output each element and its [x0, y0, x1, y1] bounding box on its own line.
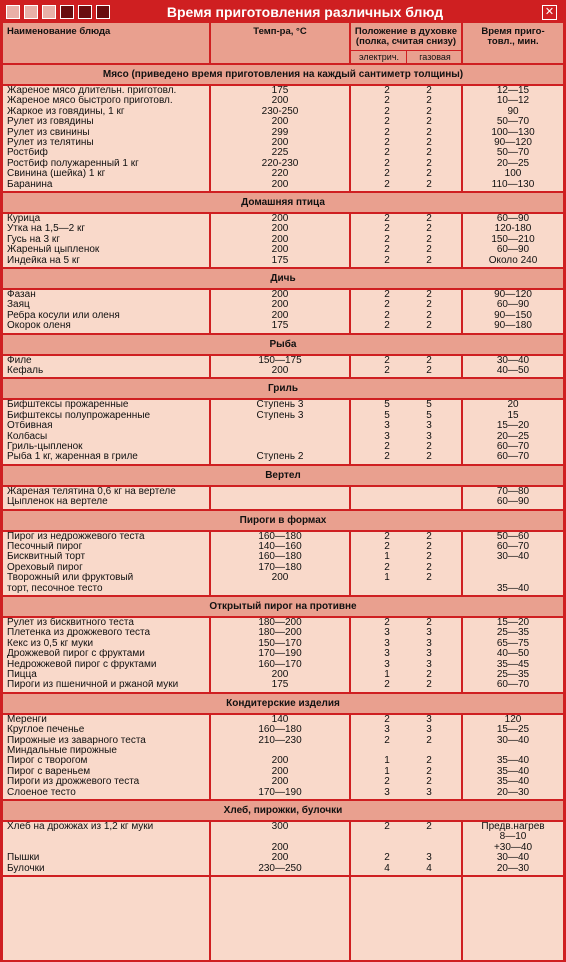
- dish-name: Жареное мясо длительн. приготовл.: [7, 86, 177, 96]
- shelf-electric: 2: [384, 679, 390, 691]
- shelf-gas: 2: [426, 116, 432, 128]
- dish-name: Жареная телятина 0,6 кг на вертеле: [7, 486, 176, 497]
- cooking-time: 35—40: [496, 765, 530, 777]
- temperature: 200: [271, 289, 289, 300]
- shelf-electric: 1: [384, 755, 390, 767]
- dish-name: Заяц: [7, 300, 30, 311]
- temperature: 200: [271, 178, 289, 190]
- shelf-gas: 3: [426, 724, 432, 736]
- shelf-electric: 2: [384, 233, 390, 245]
- dish-name: Пирожные из заварного теста: [7, 735, 146, 746]
- temperature: 200: [271, 365, 289, 376]
- section-header: Вертел: [3, 466, 563, 485]
- cooking-time: 20—30: [496, 862, 530, 874]
- light-square-icon: [42, 5, 56, 19]
- cooking-time: 15—20: [496, 420, 530, 432]
- shelf-electric: 2: [384, 116, 390, 128]
- cooking-time: 60—90: [496, 244, 530, 256]
- section-header: Кондитерские изделия: [3, 694, 563, 713]
- cooking-time: 120: [504, 713, 522, 725]
- temperature: 230-250: [261, 105, 299, 117]
- shelf-electric: 1: [384, 669, 390, 680]
- shelf-gas: 2: [426, 178, 432, 190]
- shelf-gas: 3: [426, 713, 432, 725]
- shelf-electric: 5: [384, 399, 390, 411]
- temperature: 160—170: [258, 658, 302, 670]
- shelf-gas: 2: [426, 561, 432, 573]
- shelf-electric: 2: [384, 561, 390, 573]
- shelf-electric: 2: [384, 244, 390, 256]
- temperature: 200: [271, 669, 289, 680]
- shelf-electric: 2: [384, 320, 390, 332]
- shelf-gas: 5: [426, 409, 432, 421]
- cooking-time: 50—70: [496, 147, 530, 159]
- dish-name: Пышки: [7, 853, 40, 864]
- close-icon[interactable]: ✕: [542, 5, 557, 20]
- shelf-electric: 2: [384, 85, 390, 96]
- shelf-gas: 2: [426, 168, 432, 180]
- dark-square-icon: [78, 5, 92, 19]
- shelf-gas: 2: [426, 821, 432, 832]
- shelf-electric: 3: [384, 786, 390, 798]
- dish-name: Жаркое из говядины, 1 кг: [7, 106, 125, 117]
- temperature: 160—180: [258, 724, 302, 736]
- dish-name: Бисквитный торт: [7, 552, 86, 563]
- cooking-time: 70—80: [496, 485, 530, 497]
- dish-name: Индейка на 5 кг: [7, 255, 80, 266]
- temperature: 180—200: [258, 617, 302, 628]
- temperature: 200: [271, 233, 289, 245]
- cooking-time: 60—90: [496, 496, 530, 508]
- temperature: 200: [271, 116, 289, 128]
- dish-name: Ребра косули или оленя: [7, 310, 120, 321]
- cooking-time-table: [3, 23, 563, 960]
- shelf-electric: 2: [384, 289, 390, 300]
- dish-name: Цыпленок на вертеле: [7, 497, 108, 508]
- shelf-electric: 2: [384, 105, 390, 117]
- shelf-gas: 2: [426, 541, 432, 552]
- header-time: [463, 23, 563, 63]
- shelf-electric: 2: [384, 451, 390, 463]
- shelf-electric: 2: [384, 309, 390, 321]
- shelf-electric: 2: [384, 254, 390, 266]
- cooking-time: 50—60: [496, 530, 530, 542]
- shelf-gas: 2: [426, 551, 432, 563]
- cooking-time: 20—25: [496, 157, 530, 169]
- section-header: Пироги в формах: [3, 511, 563, 530]
- shelf-electric: 2: [384, 213, 390, 224]
- cooking-time: 35—40: [496, 755, 530, 767]
- dish-name: Пироги из дрожжевого теста: [7, 777, 140, 788]
- temperature: 200: [271, 765, 289, 777]
- cooking-time: 12—15: [496, 85, 530, 96]
- temperature: 175: [271, 85, 289, 96]
- dish-name: Песочный пирог: [7, 542, 83, 552]
- shelf-gas: 2: [426, 617, 432, 628]
- shelf-gas: 2: [426, 765, 432, 777]
- header-time-line2: товл., мин.: [487, 36, 539, 47]
- cooking-time: 110—130: [491, 178, 535, 190]
- header-position-line2: (полка, считая снизу): [355, 36, 457, 47]
- shelf-gas: 4: [426, 862, 432, 874]
- temperature: 200: [271, 755, 289, 767]
- dish-name: Рыба 1 кг, жаренная в гриле: [7, 452, 138, 463]
- shelf-electric: 2: [384, 157, 390, 169]
- shelf-gas: 2: [426, 254, 432, 266]
- dish-name: Бифштексы полупрожаренные: [7, 410, 151, 421]
- temperature: 200: [271, 852, 289, 864]
- cooking-time: 15: [507, 409, 519, 421]
- temperature: Ступень 3: [256, 399, 304, 411]
- section-header: Хлеб, пирожки, булочки: [3, 801, 563, 820]
- cooking-time: 60—70: [496, 679, 530, 691]
- shelf-electric: 2: [384, 147, 390, 159]
- shelf-gas: 3: [426, 658, 432, 670]
- cooking-time: 60—90: [496, 299, 530, 311]
- header-name-label: Наименование блюда: [7, 26, 111, 37]
- cooking-time: 120-180: [494, 223, 532, 235]
- temperature: 170—180: [258, 561, 302, 573]
- dark-square-icon: [60, 5, 74, 19]
- dish-name: Ростбиф: [7, 148, 48, 159]
- dish-name: Курица: [7, 214, 41, 224]
- shelf-gas: 3: [426, 786, 432, 798]
- temperature: 200: [271, 776, 289, 788]
- dish-name: Творожный или фруктовый торт, песочное тесто: [7, 573, 134, 594]
- dish-name: Колбасы: [7, 431, 48, 442]
- dish-name: Слоеное тесто: [7, 787, 76, 798]
- header-gas: газовая: [419, 52, 451, 62]
- dish-name: Пирог с вареньем: [7, 766, 91, 777]
- light-square-icon: [6, 5, 20, 19]
- shelf-electric: 2: [384, 95, 390, 107]
- temperature: 140—160: [258, 541, 302, 552]
- dish-name: Ростбиф полужаренный 1 кг: [7, 158, 139, 169]
- shelf-gas: 2: [426, 157, 432, 169]
- shelf-electric: 2: [384, 541, 390, 552]
- shelf-gas: 3: [426, 852, 432, 864]
- dish-name: Жареное мясо быстрого приготовл.: [7, 96, 173, 107]
- dish-name: Пицца: [7, 670, 37, 680]
- dish-name: Кекс из 0,5 кг муки: [7, 638, 94, 649]
- cooking-time: 35—45: [496, 658, 530, 670]
- header-time-line1: Время приго-: [481, 26, 545, 37]
- cooking-time: 30—40: [496, 852, 530, 864]
- cooking-time: 15—25: [496, 724, 530, 736]
- cooking-time: 60—70: [496, 541, 530, 552]
- cooking-time: 20: [507, 399, 519, 411]
- header-temp-label: Темп-ра, °С: [253, 26, 307, 37]
- dish-name: Окорок оленя: [7, 321, 71, 332]
- shelf-gas: 2: [426, 95, 432, 107]
- shelf-electric: 2: [384, 821, 390, 832]
- dish-name: Плетенка из дрожжевого теста: [7, 628, 151, 639]
- temperature: 225: [271, 147, 289, 159]
- header-name: [3, 23, 209, 63]
- shelf-gas: 2: [426, 147, 432, 159]
- shelf-electric: 2: [384, 126, 390, 138]
- dish-name: Круглое печенье: [7, 725, 85, 736]
- temperature: 175: [271, 320, 289, 332]
- shelf-gas: 2: [426, 233, 432, 245]
- cooking-time: 90—180: [494, 320, 532, 332]
- shelf-electric: 2: [384, 223, 390, 235]
- shelf-gas: 2: [426, 299, 432, 311]
- shelf-gas: 2: [426, 244, 432, 256]
- shelf-electric: 3: [384, 627, 390, 639]
- section-header: Рыба: [3, 335, 563, 354]
- dish-name: Фазан: [7, 290, 36, 300]
- cooking-time: 150—210: [491, 233, 535, 245]
- temperature: 200: [271, 223, 289, 235]
- temperature: 140: [271, 713, 289, 725]
- cooking-time: 60—90: [496, 213, 530, 224]
- shelf-gas: 2: [426, 679, 432, 691]
- shelf-electric: 3: [384, 648, 390, 660]
- section-header: Открытый пирог на противне: [3, 597, 563, 616]
- shelf-electric: 3: [384, 637, 390, 649]
- temperature: 299: [271, 126, 289, 138]
- shelf-gas: 2: [426, 213, 432, 224]
- dish-name: Рулет из бисквитного теста: [7, 618, 134, 628]
- shelf-gas: 3: [426, 648, 432, 660]
- shelf-gas: 2: [426, 289, 432, 300]
- shelf-electric: 2: [384, 617, 390, 628]
- cooking-time: 60—70: [496, 451, 530, 463]
- shelf-gas: 2: [426, 451, 432, 463]
- cooking-time: 90: [507, 105, 519, 117]
- temperature: 200: [271, 95, 289, 107]
- temperature: 150—175: [258, 354, 302, 366]
- cooking-time: 90—150: [494, 309, 532, 321]
- shelf-gas: 3: [426, 627, 432, 639]
- shelf-electric: 3: [384, 724, 390, 736]
- temperature: 200: [271, 213, 289, 224]
- dish-name: Кефаль: [7, 366, 44, 376]
- temperature: 300 200: [271, 821, 289, 853]
- shelf-gas: 3: [426, 637, 432, 649]
- window-title: Время приготовления различных блюд: [166, 4, 444, 20]
- cooking-time: Предв.нагрев 8—10 +30—40: [481, 821, 545, 853]
- cooking-time: 40—50: [496, 648, 530, 660]
- cooking-time: 90—120: [494, 137, 532, 148]
- shelf-electric: 2: [384, 852, 390, 864]
- cooking-time: 100—130: [491, 126, 535, 138]
- cooking-time: 100: [504, 168, 522, 180]
- shelf-electric: 2: [384, 530, 390, 542]
- header-position: [351, 23, 461, 63]
- dish-name: Хлеб на дрожжах из 1,2 кг муки: [7, 822, 154, 832]
- dish-name: Гриль-цыпленок: [7, 442, 83, 452]
- cooking-time: 15—20: [496, 617, 530, 628]
- shelf-electric: 2: [384, 137, 390, 148]
- shelf-gas: 2: [426, 85, 432, 96]
- section-header: Домашняя птица: [3, 193, 563, 212]
- temperature: 175: [271, 254, 289, 266]
- temperature: 210—230: [258, 734, 302, 746]
- temperature: 200: [271, 572, 289, 584]
- temperature: 200: [271, 244, 289, 256]
- shelf-electric: 2: [384, 713, 390, 725]
- shelf-gas: 2: [426, 530, 432, 542]
- dish-name: Миндальные пирожные Пирог с творогом: [7, 746, 117, 767]
- cooking-time: 35—40: [496, 776, 530, 788]
- cooking-time: 25—35: [496, 627, 530, 639]
- shelf-gas: 2: [426, 365, 432, 376]
- temperature: Ступень 3: [256, 409, 304, 421]
- cooking-time: 30—40: [496, 551, 530, 563]
- shelf-gas: 2: [426, 572, 432, 584]
- cooking-time: Около 240: [488, 254, 538, 266]
- shelf-gas: 5: [426, 399, 432, 411]
- shelf-gas: 2: [426, 354, 432, 366]
- temperature: 150—170: [258, 637, 302, 649]
- temperature: 160—180: [258, 551, 302, 563]
- shelf-gas: 2: [426, 320, 432, 332]
- shelf-electric: 2: [384, 776, 390, 788]
- dish-name: Отбивная: [7, 421, 53, 432]
- section-header: Дичь: [3, 269, 563, 288]
- dish-name: Рулет из свинины: [7, 127, 90, 138]
- temperature: 180—200: [258, 627, 302, 639]
- dish-name: Дрожжевой пирог с фруктами: [7, 649, 145, 660]
- dish-name: Недрожжевой пирог с фруктами: [7, 659, 157, 670]
- shelf-gas: 2: [426, 776, 432, 788]
- temperature: 220-230: [261, 157, 299, 169]
- shelf-electric: 3: [384, 658, 390, 670]
- temperature: Ступень 2: [256, 451, 304, 463]
- dish-name: Булочки: [7, 863, 45, 874]
- shelf-gas: 2: [426, 755, 432, 767]
- section-header: Гриль: [3, 379, 563, 398]
- dish-name: Ореховый пирог: [7, 562, 83, 573]
- dish-name: Меренги: [7, 714, 47, 725]
- cooking-time: 30—40: [496, 354, 530, 366]
- shelf-gas: 2: [426, 441, 432, 452]
- dish-name: Баранина: [7, 179, 53, 190]
- dish-name: Бифштексы прожаренные: [7, 400, 129, 411]
- cooking-time: 65—75: [496, 637, 530, 649]
- cooking-time: 40—50: [496, 365, 530, 376]
- cooking-time: 30—40: [496, 734, 530, 746]
- header-electric: электрич.: [358, 52, 400, 62]
- dark-square-icon: [96, 5, 110, 19]
- dish-name: Рулет из телятины: [7, 138, 94, 148]
- shelf-gas: 2: [426, 734, 432, 746]
- temperature: 230—250: [258, 862, 302, 874]
- shelf-electric: 5: [384, 409, 390, 421]
- shelf-gas: 2: [426, 137, 432, 148]
- shelf-gas: 2: [426, 223, 432, 235]
- dish-name: Свинина (шейка) 1 кг: [7, 169, 106, 180]
- dish-name: Пирог из недрожжевого теста: [7, 531, 145, 542]
- shelf-electric: 2: [384, 354, 390, 366]
- temperature: 220: [271, 168, 289, 180]
- shelf-gas: 3: [426, 420, 432, 432]
- shelf-electric: 2: [384, 168, 390, 180]
- cooking-time: 90—120: [494, 289, 532, 300]
- dish-name: Филе: [7, 355, 32, 366]
- temperature: 170—190: [258, 648, 302, 660]
- header-temp: [211, 23, 349, 63]
- cooking-time: 50—70: [496, 116, 530, 128]
- shelf-gas: 2: [426, 309, 432, 321]
- temperature: 160—180: [258, 530, 302, 542]
- cooking-time: 20—30: [496, 786, 530, 798]
- shelf-electric: 1: [384, 765, 390, 777]
- dish-name: Утка на 1,5—2 кг: [7, 224, 85, 235]
- shelf-gas: 2: [426, 105, 432, 117]
- dish-name: Рулет из говядины: [7, 117, 94, 128]
- dish-name: Пироги из пшеничной и ржаной муки: [7, 680, 179, 691]
- shelf-electric: 1: [384, 572, 390, 584]
- shelf-electric: 2: [384, 441, 390, 452]
- shelf-electric: 2: [384, 734, 390, 746]
- temperature: 200: [271, 137, 289, 148]
- temperature: 170—190: [258, 786, 302, 798]
- cooking-time: 60—70: [496, 441, 530, 452]
- cooking-time: 20—25: [496, 430, 530, 442]
- light-square-icon: [24, 5, 38, 19]
- shelf-electric: 3: [384, 420, 390, 432]
- temperature: 200: [271, 309, 289, 321]
- dish-name: Жареный цыпленок: [7, 245, 100, 256]
- shelf-electric: 3: [384, 430, 390, 442]
- temperature: 175: [271, 679, 289, 691]
- cooking-time: 25—35: [496, 669, 530, 680]
- shelf-electric: 2: [384, 178, 390, 190]
- shelf-electric: 2: [384, 299, 390, 311]
- temperature: 200: [271, 299, 289, 311]
- shelf-electric: 1: [384, 551, 390, 563]
- dish-name: Гусь на 3 кг: [7, 234, 60, 245]
- shelf-gas: 3: [426, 430, 432, 442]
- cooking-time: 35—40: [496, 582, 530, 594]
- header-position-line1: Положение в духовке: [354, 26, 458, 37]
- cooking-time: 10—12: [496, 95, 530, 107]
- section-header: Мясо (приведено время приготовления на каждый сантиметр толщины): [3, 65, 563, 84]
- shelf-gas: 2: [426, 126, 432, 138]
- shelf-gas: 2: [426, 669, 432, 680]
- shelf-electric: 2: [384, 365, 390, 376]
- shelf-electric: 4: [384, 862, 390, 874]
